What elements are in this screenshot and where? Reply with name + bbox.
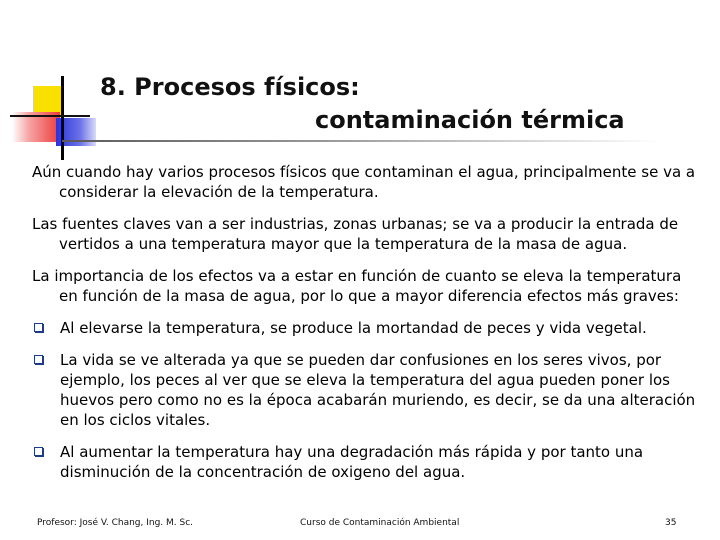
list-item <box>32 318 696 338</box>
colored-squares-logo-icon <box>0 0 110 170</box>
bullet-text: La vida se ve alterada ya que se pueden dar confusiones en los seres vivos, por ejemplo, los peces al ver que se eleva la temperatura del agua pueden poner los huevos pero como no es la época acabarán muriendo, es decir, se da una alteración en los ciclos vitales. <box>60 351 696 429</box>
hollow-square-bullet-icon <box>34 323 43 332</box>
paragraph: Las fuentes claves van a ser industrias, zonas urbanas; se va a producir la entrada de vertidos a una temperatura mayor que la temperatura de la masa de agua. <box>32 215 679 253</box>
footer-course: Curso de Contaminación Ambiental <box>300 518 460 528</box>
page-number: 35 <box>665 518 677 528</box>
hollow-square-bullet-icon <box>34 355 43 364</box>
footer-author: Profesor: José V. Chang, Ing. M. Sc. <box>37 518 194 528</box>
list-item <box>32 442 696 482</box>
vertical-line <box>61 76 64 160</box>
slide-title-line2: contaminación térmica <box>315 106 625 134</box>
list-item <box>32 350 696 430</box>
slide-title-line1: 8. Procesos físicos: <box>100 73 360 101</box>
hollow-square-bullet-icon <box>34 447 43 456</box>
bullet-text: Al aumentar la temperatura hay una degradación más rápida y por tanto una disminución de la concentración de oxigeno del agua. <box>60 443 644 481</box>
paragraph: Aún cuando hay varios procesos físicos que contaminan el agua, principalmente se va a considerar la elevación de la temperatura. <box>32 163 696 201</box>
title-underline <box>62 140 662 142</box>
paragraph: La importancia de los efectos va a estar en función de cuanto se eleva la temperatura en función de la masa de agua, por lo que a mayor diferencia efectos más graves: <box>32 267 682 305</box>
slide-body <box>32 162 696 494</box>
bullet-text: Al elevarse la temperatura, se produce la mortandad de peces y vida vegetal. <box>60 319 647 337</box>
horizontal-line <box>10 115 90 117</box>
bullet-list <box>32 318 696 482</box>
